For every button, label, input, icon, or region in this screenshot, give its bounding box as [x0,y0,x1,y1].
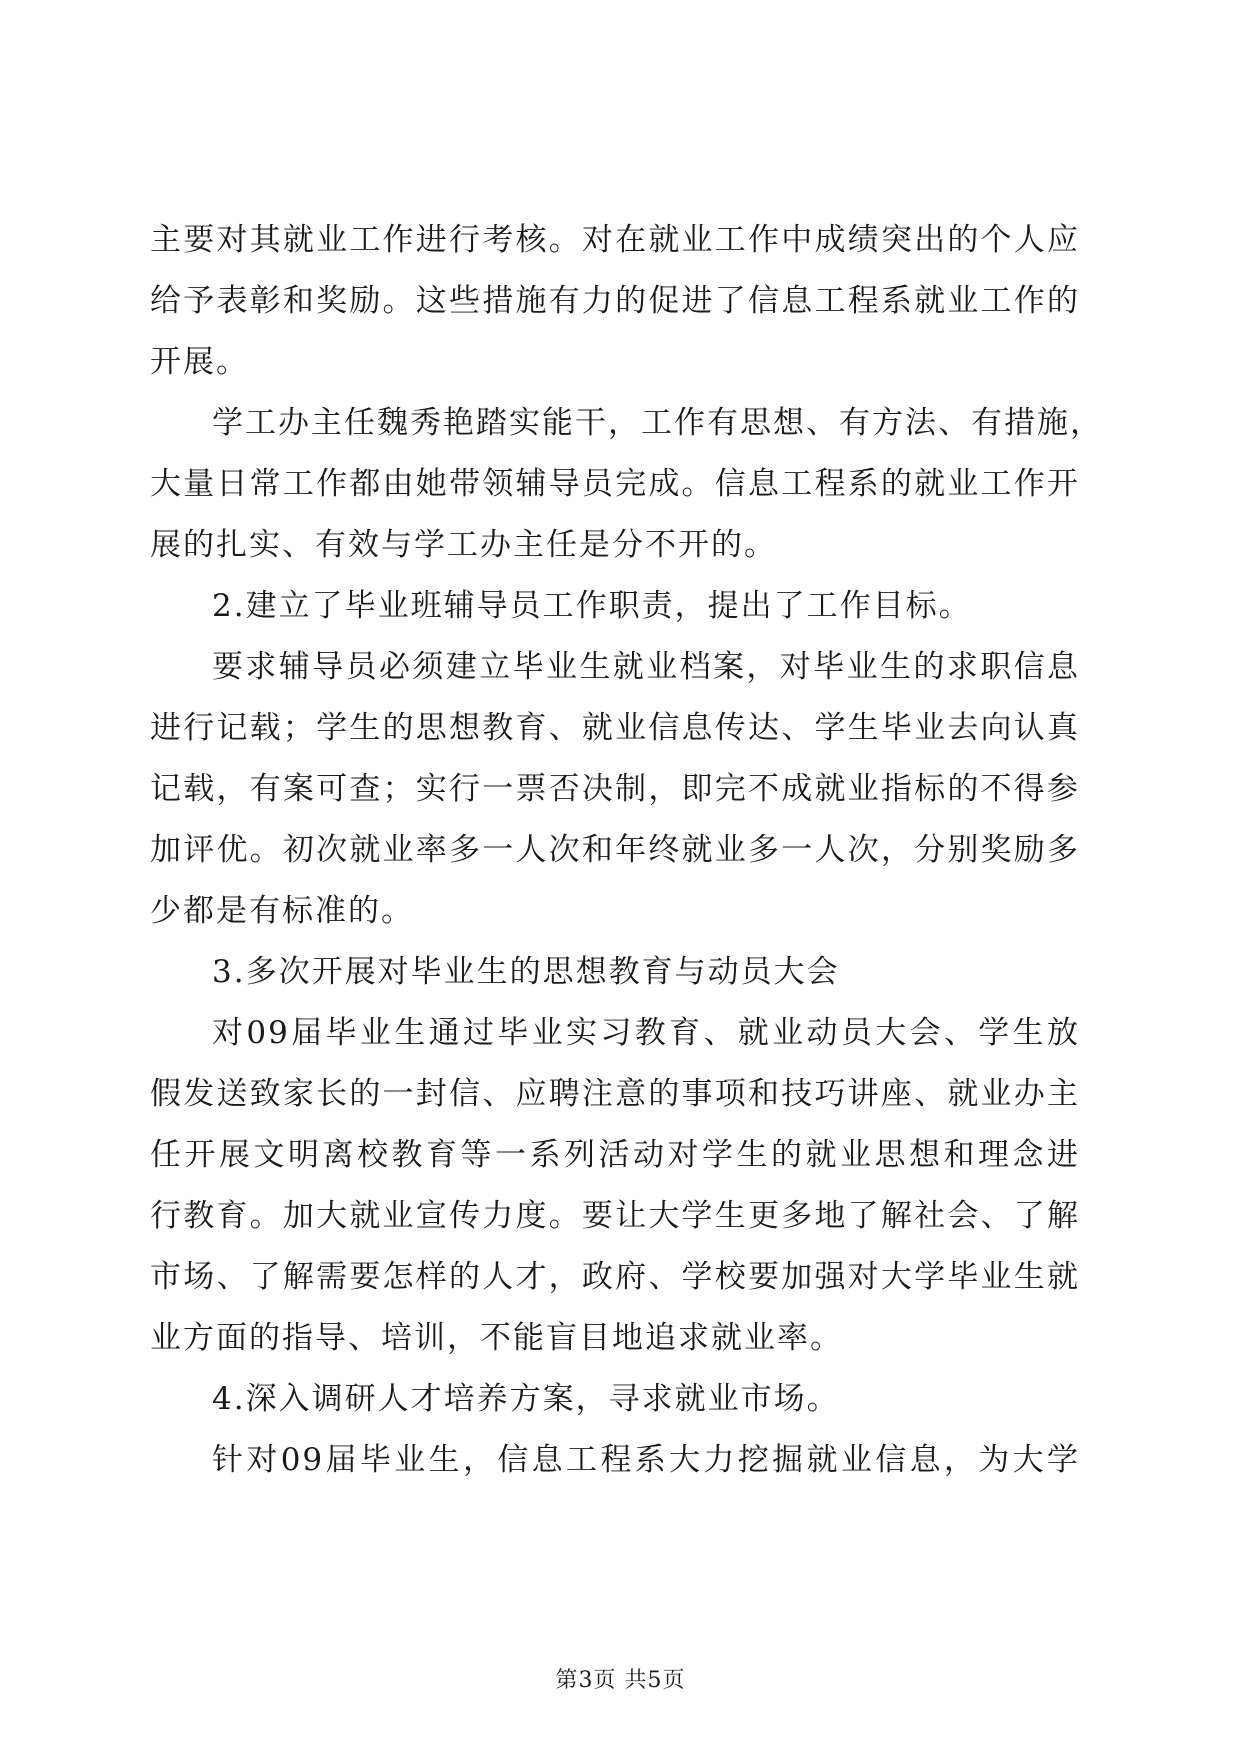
page-number-footer: 第3页 共5页 [555,1668,686,1693]
text-line: 记载，有案可查；实行一票否决制，即完不成就业指标的不得参 [150,771,1080,807]
text-line: 主要对其就业工作进行考核。对在就业工作中成绩突出的个人应 [150,222,1080,258]
text-line: 假发送致家长的一封信、应聘注意的事项和技巧讲座、就业办主 [150,1076,1080,1112]
text-line: 加评优。初次就业率多一人次和年终就业多一人次，分别奖励多 [150,832,1080,868]
text-line: 大量日常工作都由她带领辅导员完成。信息工程系的就业工作开 [150,466,1080,502]
paragraph-start: 要求辅导员必须建立毕业生就业档案，对毕业生的求职信息 [212,649,1080,685]
paragraph-start: 针对09届毕业生，信息工程系大力挖掘就业信息，为大学 [212,1442,1080,1478]
text-line: 开展。 [150,344,249,380]
text-line: 市场、了解需要怎样的人才，政府、学校要加强对大学毕业生就 [150,1259,1080,1295]
text-line: 业方面的指导、培训，不能盲目地追求就业率。 [150,1320,843,1356]
text-line: 行教育。加大就业宣传力度。要让大学生更多地了解社会、了解 [150,1198,1080,1234]
text-line: 展的扎实、有效与学工办主任是分不开的。 [150,527,777,563]
section-heading-4: 4.深入调研人才培养方案，寻求就业市场。 [212,1381,840,1417]
paragraph-start: 学工办主任魏秀艳踏实能干，工作有思想、有方法、有措施， [212,405,1103,441]
section-heading-3: 3.多次开展对毕业生的思想教育与动员大会 [212,954,840,990]
text-line: 少都是有标准的。 [150,893,414,929]
text-line: 任开展文明离校教育等一系列活动对学生的就业思想和理念进 [150,1137,1080,1173]
paragraph-start: 对09届毕业生通过毕业实习教育、就业动员大会、学生放 [212,1015,1080,1051]
text-line: 给予表彰和奖励。这些措施有力的促进了信息工程系就业工作的 [150,283,1080,319]
text-line: 进行记载；学生的思想教育、就业信息传达、学生毕业去向认真 [150,710,1080,746]
section-heading-2: 2.建立了毕业班辅导员工作职责，提出了工作目标。 [212,588,972,624]
